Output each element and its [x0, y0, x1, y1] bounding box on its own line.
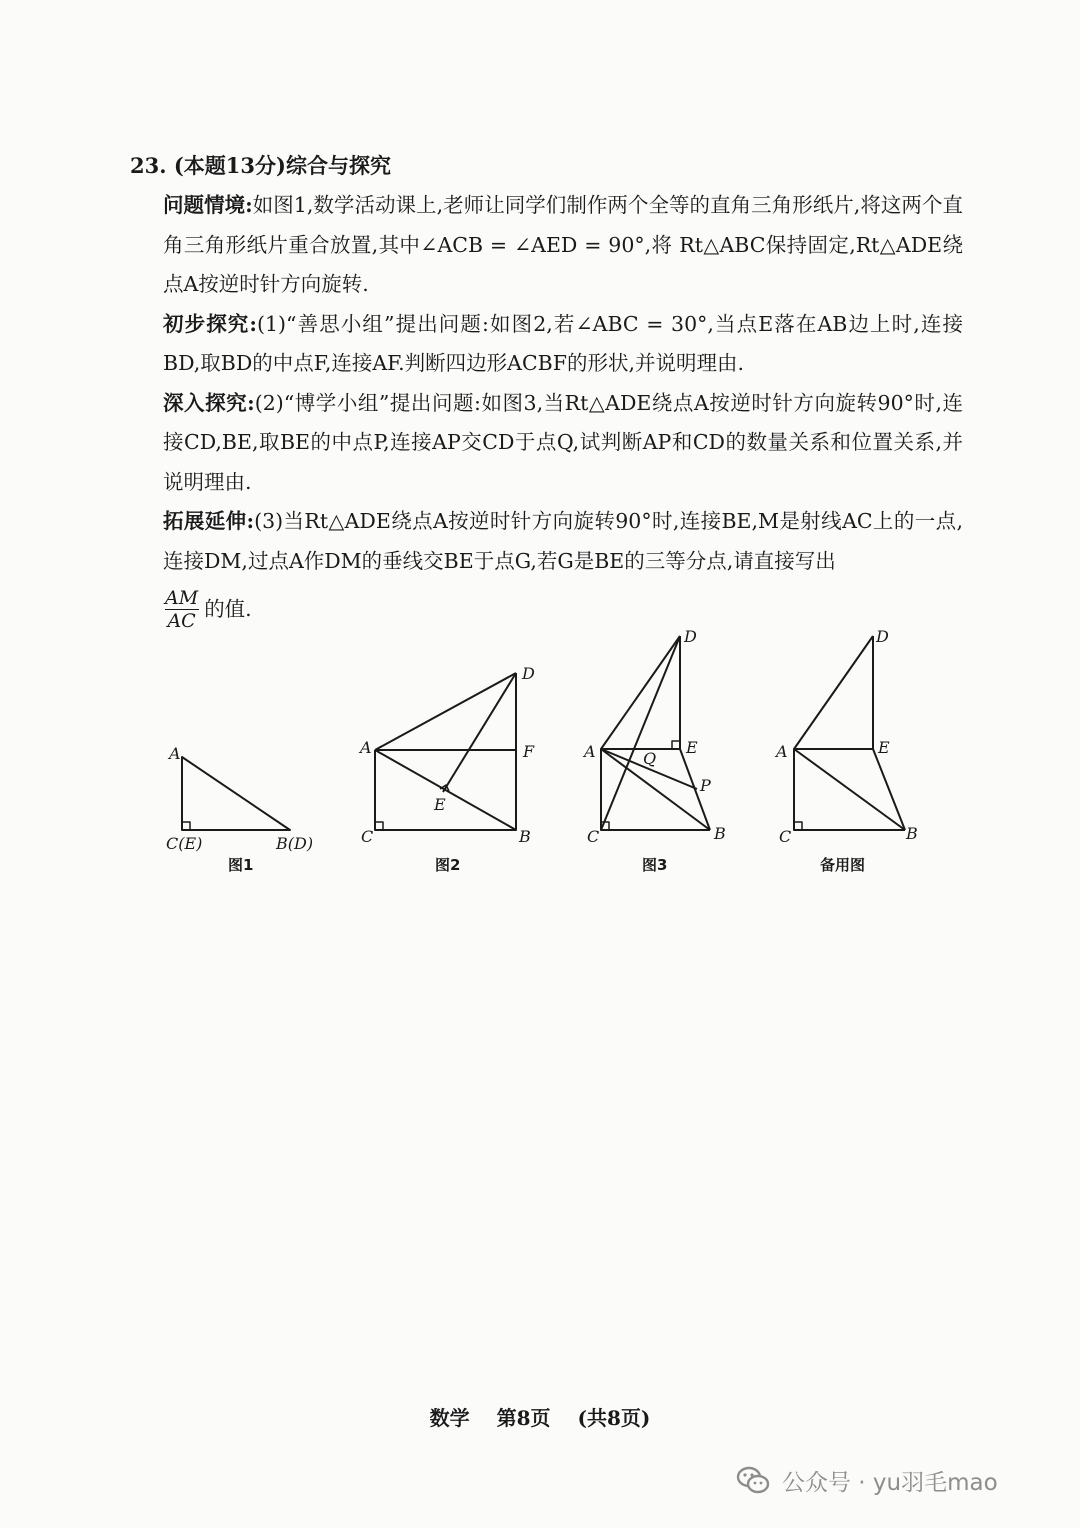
footer-total: (共8页) — [577, 1406, 651, 1430]
part-2-label: 深入探究: — [163, 390, 255, 415]
fraction-denominator: AC — [167, 610, 196, 632]
problem-situation-text: 如图1,数学活动课上,老师让同学们制作两个全等的直角三角形纸片,将这两个直角三角形纸片重合放置,其中∠ACB = ∠AED = 90°,将 Rt△ABC保持固定,Rt△ADE绕点A按逆时针方向旋转. — [163, 193, 963, 296]
fig4-label-d: D — [876, 627, 889, 646]
fig3-label-a: A — [584, 742, 596, 761]
fig3-label-b: B — [714, 824, 726, 843]
fig4-label-a: A — [776, 742, 788, 761]
fig2-label-e: E — [434, 795, 446, 814]
fig3-label-c: C — [587, 827, 600, 846]
part-2-text: (2)“博学小组”提出问题:如图3,当Rt△ADE绕点A按逆时针方向旋转90°时,连接CD,BE,取BE的中点P,连接AP交CD于点Q,试判断AP和CD的数量关系和位置关系,并说明理由. — [163, 390, 963, 494]
fig3-label-q: Q — [643, 749, 657, 768]
fig4-caption: 备用图 — [820, 856, 866, 874]
fig4-label-e: E — [878, 738, 890, 757]
question-heading: 23. (本题13分)综合与探究 — [130, 153, 391, 178]
page-footer — [0, 1402, 1080, 1431]
fig1-right-angle-mark — [182, 822, 190, 830]
fig4-segment-ad — [794, 636, 873, 749]
fig2-label-d: D — [522, 664, 535, 683]
part-1-text: (1)“善思小组”提出问题:如图2,若∠ABC = 30°,当点E落在AB边上时,连接BD,取BD的中点F,连接AF.判断四边形ACBF的形状,并说明理由. — [163, 311, 963, 375]
fig3-right-angle-e — [672, 741, 680, 749]
fig4-label-c: C — [779, 827, 792, 846]
fig1-label-a: A — [169, 744, 181, 763]
footer-subject: 数学 — [429, 1406, 470, 1430]
fig2-label-f: F — [523, 742, 535, 761]
figure-spare — [794, 636, 905, 830]
fig2-right-angle-c — [375, 822, 383, 830]
fig2-segment-de — [443, 673, 516, 792]
figure-1 — [182, 757, 290, 830]
fig1-label-b: B(D) — [276, 834, 314, 853]
part-3-label: 拓展延伸: — [163, 509, 255, 533]
fig2-label-a: A — [360, 738, 372, 757]
fig3-label-p: P — [700, 776, 711, 795]
fig1-caption: 图1 — [228, 856, 254, 874]
watermark-text: 公众号 · yu羽毛mao — [782, 1469, 998, 1496]
fig2-label-b: B — [519, 827, 531, 846]
fraction-numerator: AM — [165, 587, 199, 609]
fig3-caption: 图3 — [642, 856, 668, 874]
footer-page: 第8页 — [496, 1406, 551, 1430]
fig1-label-c: C(E) — [166, 834, 203, 853]
fig4-right-angle-c — [794, 822, 802, 830]
fig3-label-d: D — [684, 627, 697, 646]
fraction-suffix: 的值. — [204, 596, 252, 621]
fig3-label-e: E — [686, 738, 698, 757]
problem-situation-label: 问题情境: — [163, 193, 253, 217]
figure-3 — [601, 636, 710, 830]
part-1-label: 初步探究: — [163, 311, 257, 336]
fig2-label-c: C — [361, 827, 374, 846]
watermark — [736, 1463, 998, 1497]
fig2-segment-ab — [375, 750, 516, 830]
wechat-icon — [736, 1463, 770, 1497]
fig4-label-b: B — [906, 824, 918, 843]
fig2-segment-ad — [375, 673, 516, 750]
part-3-text: (3)当Rt△ADE绕点A按逆时针方向旋转90°时,连接BE,M是射线AC上的一点,连接DM,过点A作DM的垂线交BE于点G,若G是BE的三等分点,请直接写出 — [163, 509, 963, 573]
fig1-triangle-abc — [182, 757, 290, 830]
fig2-caption: 图2 — [435, 856, 461, 874]
